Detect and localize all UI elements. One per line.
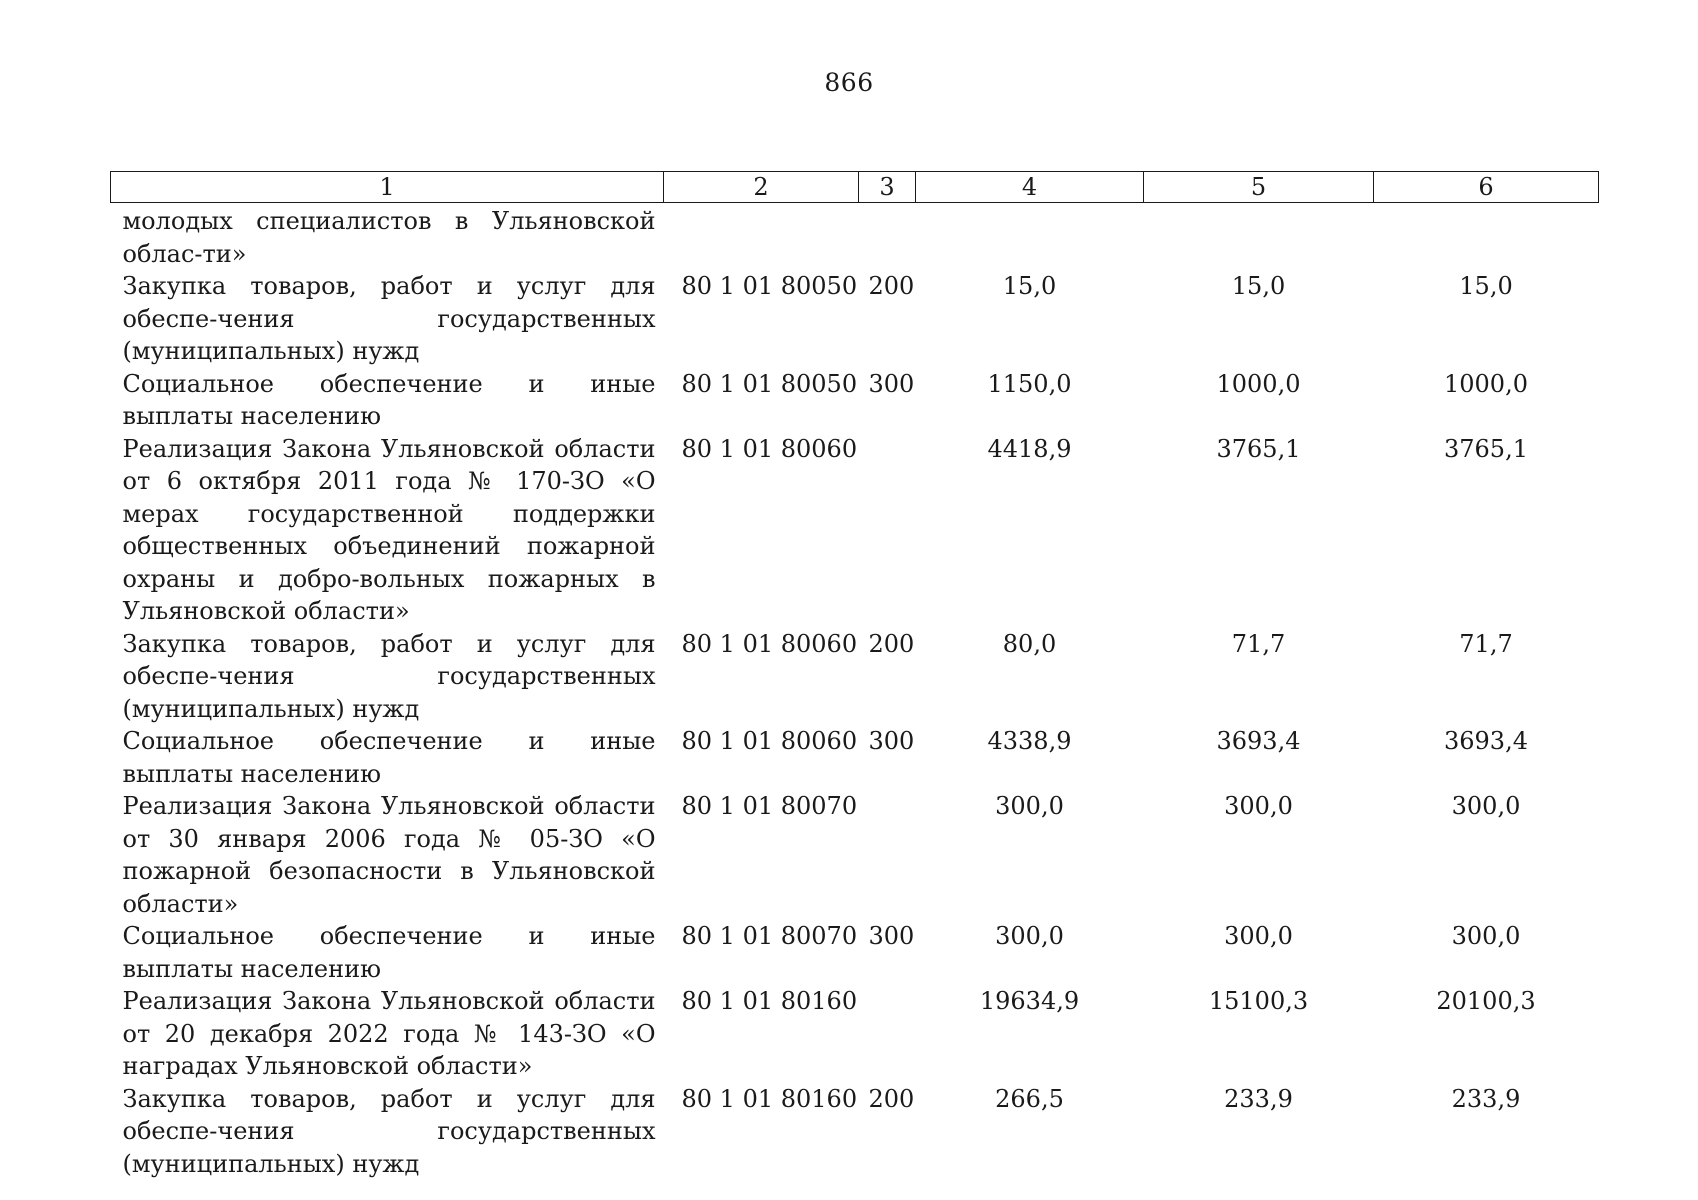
row-name: Социальное обеспечение и иные выплаты населению (122, 727, 656, 788)
table-row (111, 985, 1599, 1083)
row-value-5: 1000,0 (1216, 369, 1301, 398)
row-value-4: 1150,0 (987, 369, 1072, 398)
row-code: 80 1 01 80160 (681, 1084, 858, 1113)
table-row (111, 433, 1599, 628)
table-body (111, 203, 1599, 1181)
row-code: 80 1 01 80050 (681, 272, 858, 300)
table-row (111, 725, 1599, 790)
table-row (111, 1083, 1599, 1181)
row-value-5: 233,9 (1224, 1084, 1293, 1113)
table-row (111, 270, 1599, 368)
row-expense-type: 300 (868, 922, 915, 950)
row-value-4: 4418,9 (987, 434, 1072, 463)
row-name: Реализация Закона Ульяновской области от 6 октября 2011 года № 170-ЗО «О мерах государственной поддержки общественных объединений пожарной охраны и добро-вольных пожарных в Ульяновской области» (122, 434, 656, 625)
row-value-6: 1000,0 (1444, 369, 1528, 398)
row-value-4: 300,0 (995, 922, 1064, 950)
row-value-6: 300,0 (1451, 792, 1521, 820)
column-header-4: 4 (916, 172, 1144, 203)
row-name: Реализация Закона Ульяновской области от 30 января 2006 года № 05-ЗО «О пожарной безопасности в Ульяновской области» (122, 792, 656, 918)
row-value-4: 80,0 (1002, 629, 1057, 658)
row-expense-type (859, 985, 916, 1083)
table-header (111, 172, 1599, 203)
row-expense-type (859, 433, 916, 628)
row-value-5 (1144, 203, 1374, 271)
header-row (111, 172, 1599, 203)
row-value-6: 15,0 (1459, 272, 1513, 300)
row-value-4: 19634,9 (979, 987, 1080, 1015)
column-header-3: 3 (859, 172, 916, 203)
column-header-5: 5 (1144, 172, 1374, 203)
row-expense-type: 300 (868, 727, 915, 755)
row-expense-type: 200 (868, 1084, 915, 1113)
column-header-6: 6 (1374, 172, 1599, 203)
page-number: 866 (824, 68, 874, 97)
row-code: 80 1 01 80060 (681, 727, 858, 755)
row-value-5: 3765,1 (1216, 434, 1301, 463)
row-expense-type: 200 (868, 272, 915, 300)
table-row (111, 628, 1599, 726)
row-name: Социальное обеспечение и иные выплаты населению (122, 369, 656, 430)
table-row (111, 368, 1599, 433)
row-value-6: 3693,4 (1444, 727, 1528, 755)
row-code: 80 1 01 80050 (681, 369, 858, 398)
row-name: Закупка товаров, работ и услуг для обеспе-чения государственных (муниципальных) нужд (122, 1084, 656, 1178)
row-code: 80 1 01 80070 (681, 792, 858, 820)
row-code: 80 1 01 80060 (681, 434, 858, 463)
row-value-6: 300,0 (1451, 922, 1521, 950)
table-row (111, 203, 1599, 271)
row-name: Социальное обеспечение и иные выплаты населению (122, 922, 656, 983)
row-code: 80 1 01 80060 (681, 629, 858, 658)
row-expense-type (859, 203, 916, 271)
row-expense-type (859, 790, 916, 920)
row-value-5: 15100,3 (1208, 987, 1309, 1015)
row-name: Закупка товаров, работ и услуг для обеспе-чения государственных (муниципальных) нужд (122, 272, 656, 365)
row-value-4: 15,0 (1002, 272, 1057, 300)
row-code: 80 1 01 80070 (681, 922, 858, 950)
row-code (664, 203, 859, 271)
row-value-6: 20100,3 (1436, 987, 1536, 1015)
row-value-5: 300,0 (1224, 792, 1293, 820)
row-name: Закупка товаров, работ и услуг для обеспе-чения государственных (муниципальных) нужд (122, 629, 656, 723)
budget-table (110, 171, 1599, 1180)
row-value-4: 300,0 (995, 792, 1064, 820)
row-code: 80 1 01 80160 (681, 987, 858, 1015)
row-value-5: 71,7 (1231, 629, 1286, 658)
row-expense-type: 300 (868, 369, 915, 398)
row-value-6: 233,9 (1451, 1084, 1521, 1113)
row-name: Реализация Закона Ульяновской области от 20 декабря 2022 года № 143-ЗО «О наградах Ульяновской области» (122, 987, 656, 1080)
row-value-5: 3693,4 (1216, 727, 1301, 755)
column-header-2: 2 (664, 172, 859, 203)
row-value-6: 3765,1 (1444, 434, 1528, 463)
column-header-1: 1 (111, 172, 664, 203)
row-value-5: 15,0 (1231, 272, 1286, 300)
row-value-4 (916, 203, 1144, 271)
row-value-4: 266,5 (995, 1084, 1064, 1113)
row-value-4: 4338,9 (987, 727, 1072, 755)
table-row (111, 790, 1599, 920)
row-value-6 (1374, 203, 1599, 271)
row-expense-type: 200 (868, 629, 915, 658)
table-row (111, 920, 1599, 985)
row-name: молодых специалистов в Ульяновской облас-ти» (122, 207, 656, 268)
row-value-5: 300,0 (1224, 922, 1293, 950)
row-value-6: 71,7 (1459, 629, 1513, 658)
